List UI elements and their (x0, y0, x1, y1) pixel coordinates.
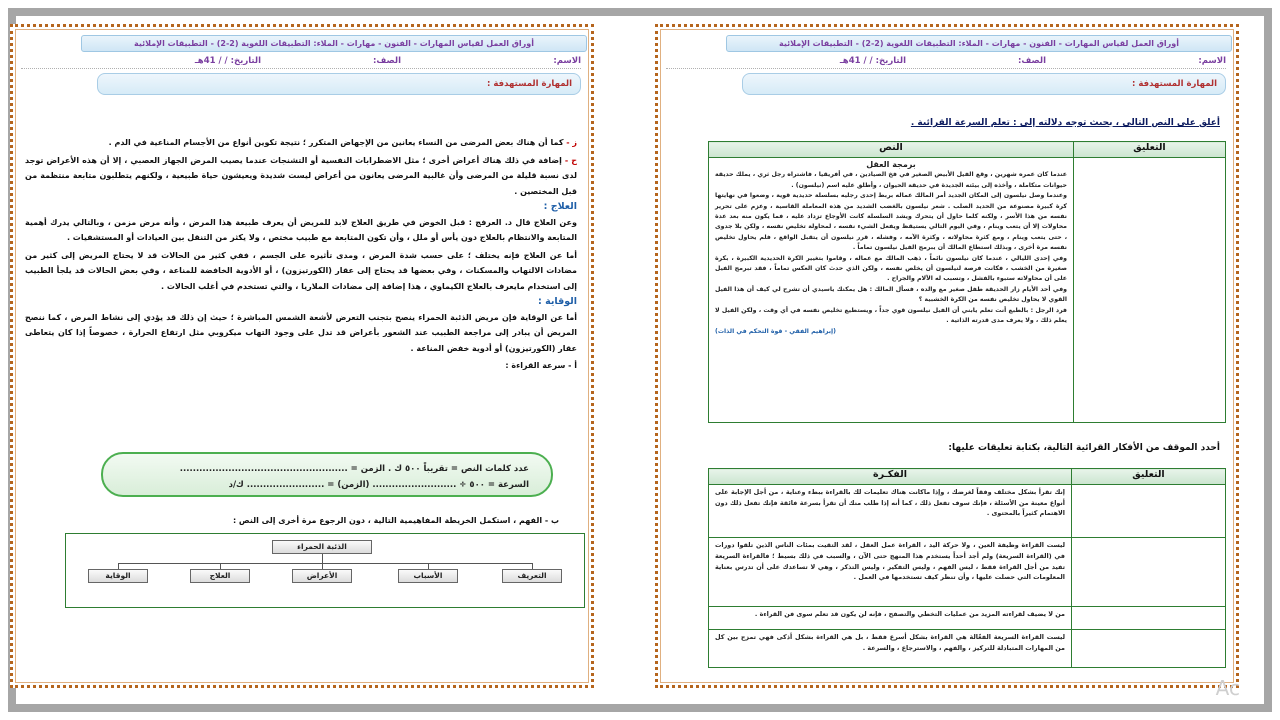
prevention-heading: الوقاية : (537, 296, 577, 307)
comment-cell[interactable] (1072, 629, 1226, 667)
story-paragraph: فرد الرجل : بالطبع أنت تعلم يابني أن الفيل نيلسون قوي جداً ، ويستطيع تخليص نفسه في أي وقت ، ولكن الفيل لا يعلم ذلك ، ولا يعرف مدى قدرته الذاتية . (715, 306, 1067, 325)
name-label: الاسم: (553, 56, 581, 66)
prevention-paragraph: أما عن الوقاية فإن مريض الذئبة الحمراء ينصح بتجنب التعرض لأشعة الشمس المباشرة ؛ حيث إن ذلك قد يؤدي إلى نشاط المرض ، كما ننصح المريض أن يبادر إلى مراجعة الطبيب عند الشعور بأعراض قد تدل على وجود التهاب ميكروبي مثل ارتفاع الحرارة ، خصوصاً إذا كان يتعاطى عقار (الكورتيزون) أو أدوية خفض المناعة . (25, 312, 577, 353)
concept-map-node: التعريف (502, 569, 562, 583)
student-info-row (21, 56, 581, 68)
date-label: التاريخ: / / 41هـ (839, 56, 906, 66)
story-paragraph: وعندما وصل نيلسون إلى المكان الجديد أمر المالك عماله بربط إحدى رجليه بسلسلة حديدية قوية ، وضعوا في نهايتها كرة كبيرة مصنوعة من الحديد الصلب . شعر نيلسون بالغضب الشديد من هذه المعاملة القاسية ، وعزم على تحرير نفسه من هذا الأسر ، ولكنه كلما حاول أن يتحرك ويشد السلسلة كانت الأوجاع تزداد عليه ، فما يكون منه بعد عدة محاولات إلا أن يتعب وينام ، وفي اليوم التالي يستيقظ ويفعل الشيء نفسه ، لمحاولة تخليص نفسه ، ولكن بلا جدوى ، حتى يتعب وينام ، ومع كثرة محاولاته ، وكثرة الآمه ، وفشله ، قرر نيلسون أن يتقبل الواقع ، فلم يحاول تخليص نفسه مرة أخرى ، وبذلك استطاع المالك أن يبرمج الفيل نيلسون تماماً . (715, 192, 1067, 252)
table-header-comment: التعليق (1074, 142, 1226, 158)
treatment-paragraph-2: أما عن العلاج فإنه يختلف ؛ على حسب شدة المرض ، ومدى تأثيره على الجسم ، ففي كثير من الحالات قد لا يحتاج المريض إلى كثير من مضادات الالتهاب والمسكنات ، وفي بعضها قد يحتاج إلى عقار (الكورتيزون) ، أو الأدوية الخافضة للمناعة ، وفي بعض الحالات قد يلجأ الطبيب إلى استخدام مايعرف بالعلاج الكيماوي ، هذا إضافة إلى مضادات الملاريا ، والتي تستخدم في أغلب الحالات . (25, 250, 577, 291)
ideas-comment-table (708, 468, 1226, 668)
task-1-instruction: أعلق على النص التالي ، بحيث توجه دلالته إلى : تعلم السرعة القرائية . (910, 118, 1220, 128)
treatment-paragraph-1: وعن العلاج قال د. العرفج : قبل الخوض في طريق العلاج لابد للمريض أن يعرف طبيعة هذا المرض ، وأنه مرض مزمن ، وبالتالي يدرك أهمية المتابعة والانتظام بالعلاج دون يأس أو ملل ، وأن تكون المتابعة مع طبيب مختص ، ولا يكثر من التنقل بين العيادات أو المستشفيات . (25, 217, 577, 242)
idea-cell: ليست القراءة وظيفة العين ، ولا حركة اليد ، القراءة عمل العقل ، لقد التقيت بمئات الناس الذين تلقوا دورات في (القراءة السريعة) ولم أجد أحداً يستخدم هذا المنهج حتى الآن ، والسبب في ذلك بسيط ؛ فالقراءة السريعة تفيد من أجل القراءة فقط ، ليس الفهم ، وليس التفكير ، وليس التذكر ، وهي لا تساعدك على أن تدرس بعناية المعلومات التي حصلت عليها ، وأن تنظر كيف تستخدمها في العمل . (709, 538, 1072, 607)
reading-speed-box (101, 452, 553, 497)
concept-map (65, 533, 585, 608)
target-skill-box: المهارة المستهدفة : (742, 73, 1226, 95)
paragraph-z: ز - كما أن هناك بعض المرضى من النساء يعانين من الإجهاض المتكرر ؛ نتيجة تكوين أنواع من الأجسام المناعية في الدم . (108, 138, 577, 147)
name-label: الاسم: (1198, 56, 1226, 66)
divider (666, 68, 1226, 69)
class-label: الصف: (372, 56, 401, 66)
watermark-text: Ac (1215, 676, 1240, 700)
comment-cell[interactable] (1072, 538, 1226, 607)
idea-cell: ليست القراءة السريعة الفعّالة هي القراءة بشكل أسرع فقط ، بل هي القراءة بشكل أذكى فهي تمزج بين كل من المهارات المتبادلة للتركيز ، والفهم ، والاسترجاع ، والسرعة . (709, 629, 1072, 667)
worksheet-page-right (655, 24, 1239, 688)
concept-map-node: الأعراض (292, 569, 352, 583)
concept-map-node: العلاج (190, 569, 250, 583)
table-header-idea: الفكـرة (709, 469, 1072, 485)
header-banner: أوراق العمل لقياس المهارات - الفنون - مهارات - الملاء: التطبيقات اللغوية (2-2) - التطبيقات الإملائية (81, 35, 587, 52)
date-label: التاريخ: / / 41هـ (194, 56, 261, 66)
table-header-text: النص (709, 142, 1074, 158)
concept-map-root: الذئبة الحمراء (272, 540, 372, 554)
paragraph-h: ح - إضافة في ذلك هناك أعراض أخرى ؛ مثل الاضطرابات النفسية أو التشنجات عندما يصيب المرض الجهاز العصبي ، إلا أن هذه الأعراض توجد لدى نسبة قليلة من المرضى وأن غالبية المرضى يعانون من أعراض ليست شديدة ويعيشون حياة طبيعية ، ولكنهم يتطلبون متابعة منتظمة من قبل المختصين . (25, 155, 577, 196)
concept-map-node: الأسباب (398, 569, 458, 583)
story-source: (إبراهيم الفقي - قوة التحكم في الذات) (715, 327, 836, 335)
table-header-comment: التعليق (1072, 469, 1226, 485)
speed-formula-line: السرعة = ٥٠٠ ÷ .......................... (الزمن) = ........................ ك/د (228, 480, 529, 490)
story-paragraph: وفي إحدى الليالي ، عندما كان نيلسون نائماً ، ذهب المالك مع عماله ، وقاموا بتغيير الكرة الحديدية الكبيرة ، بكرة صغيرة من الخشب ، فكانت فرصة لنيلسون أن يخلص نفسه ، ولكن الذي حدث كان العكس تماماً ، فقد تبرمج الفيل على أن محاولاته ستبوء بالفشل ، وتسبب له الآلام والجراح . (715, 254, 1067, 283)
idea-cell: من لا يضيف لقراءته المزيد من عمليات التخطي والتصفح ، فإنه لن يكون قد تعلم سوى فن القراءة . (709, 607, 1072, 630)
story-title: برمجة العقل (866, 160, 916, 169)
idea-cell: إنك تقرأ بشكل مختلف وفقاً لغرضك ، وإذا ماكانت هناك تعليمات لك بالقراءة ببطء وعناية ، من أجل الإجابة على أنواع معينة من الأسئلة ، فإنك سوف تفعل ذلك ، كما أنه إذا طلب منك أن تقرأ بسرعة فائقة فإنك تفعل ذلك دون الاهتمام كثيراً بالمحتوى . (709, 485, 1072, 538)
connector-line (322, 554, 323, 563)
article-text (25, 135, 577, 374)
connector-line (118, 563, 532, 564)
target-skill-box: المهارة المستهدفة : (97, 73, 581, 95)
worksheet-page-left (10, 24, 594, 688)
class-label: الصف: (1017, 56, 1046, 66)
story-paragraph: عندما كان عمره شهرين ، وقع الفيل الأبيض الصغير في فخ الصيادين ، في أفريقيا ، فاشتراه رجل ثري ، يملك حديقة حيوانات متكاملة ، وأخذه إلى بيئته الجديدة في حديقة الحيوان ، وأطلق عليه اسم (نيلسون) . (715, 171, 1067, 189)
word-count-line: عدد كلمات النص = تقريباً ٥٠٠ ك . الزمن = .................................................... (179, 464, 529, 474)
story-paragraph: وفي أحد الأيام زار الحديقة طفل صغير مع والده ، فسأل المالك : هل يمكنك ياسيدي أن تشرح لي كيف أن هذا الفيل القوي لا يحاول تخليص نفسه من الكرة الخشبية ؟ (715, 285, 1067, 304)
student-info-row (666, 56, 1226, 68)
text-comment-table (708, 141, 1226, 423)
divider (21, 68, 581, 69)
comment-cell[interactable] (1074, 158, 1226, 423)
story-cell (709, 158, 1074, 423)
reading-speed-label: أ - سرعة القراءة : (505, 361, 577, 370)
task-2-instruction: أحدد الموقف من الأفكار القرائية التالية، بكتابة تعليقات عليها: (948, 443, 1220, 453)
understanding-label: ب - الفهم ، استكمل الخريطة المفاهيمية التالية ، دون الرجوع مرة أخرى إلى النص : (232, 516, 559, 525)
comment-cell[interactable] (1072, 485, 1226, 538)
treatment-heading: العلاج : (543, 201, 577, 212)
header-banner: أوراق العمل لقياس المهارات - الفنون - مهارات - الملاء: التطبيقات اللغوية (2-2) - التطبيقات الإملائية (726, 35, 1232, 52)
concept-map-node: الوقاية (88, 569, 148, 583)
comment-cell[interactable] (1072, 607, 1226, 630)
